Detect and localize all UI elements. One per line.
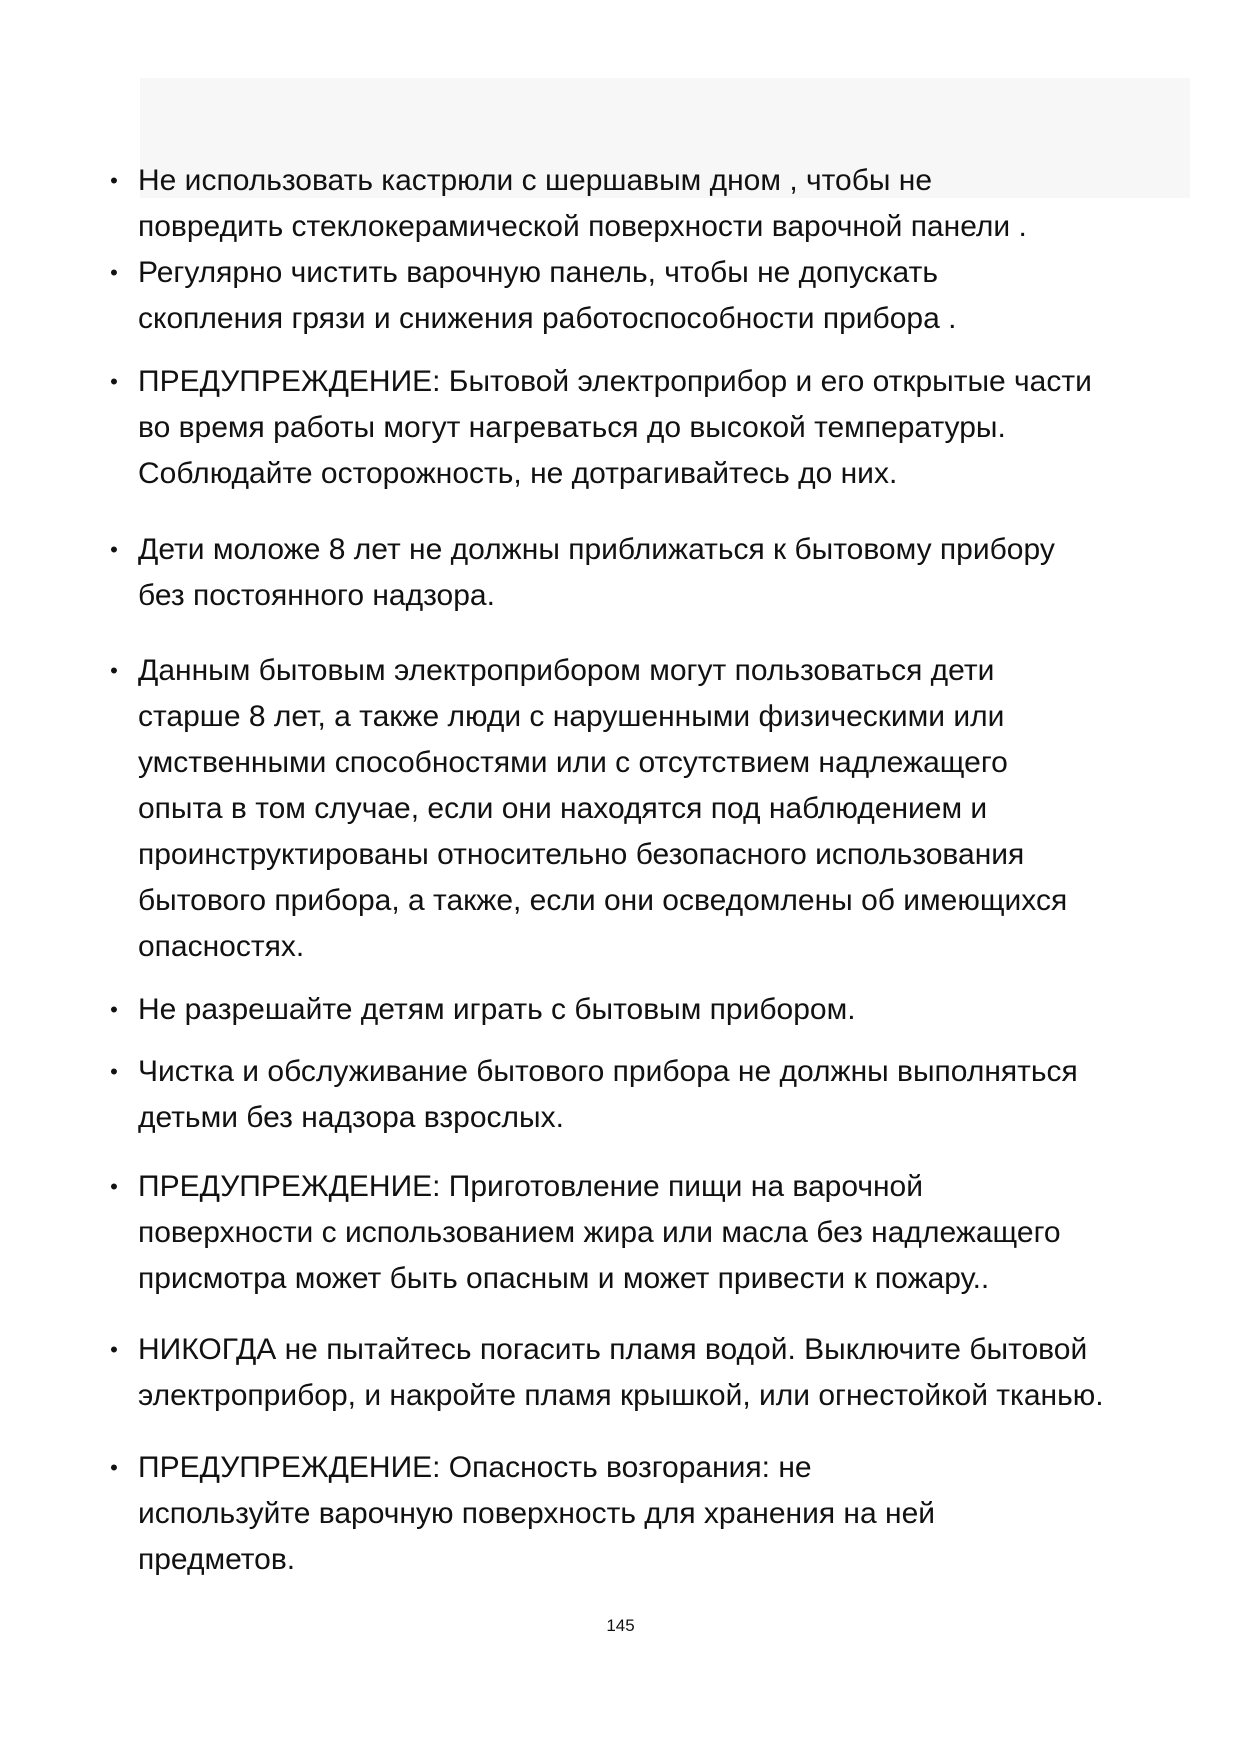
text-line: Регулярно чистить варочную панель, чтобы не допускать [138,256,938,289]
text-line: НИКОГДА не пытайтесь погасить пламя водой. Выключите бытовой [138,1333,1088,1366]
bullet: • [110,658,118,683]
text-line: скопления грязи и снижения работоспособности прибора . [138,302,957,335]
bullet: • [110,1174,118,1199]
text-line: во время работы могут нагреваться до высокой температуры. [138,411,1006,444]
text-line: бытового прибора, а также, если они осведомлены об имеющихся [138,884,1068,917]
bullet: • [110,1059,118,1084]
safety-item-text [138,527,1164,619]
text-line: Данным бытовым электроприбором могут пользоваться дети [138,654,995,687]
text-line: Соблюдайте осторожность, не дотрагивайтесь до них. [138,457,898,490]
text-line: детьми без надзора взрослых. [138,1101,564,1134]
text-line: используйте варочную поверхность для хранения на ней [138,1497,936,1530]
text-line: ПРЕДУПРЕЖДЕНИЕ: Опасность возгорания: не [138,1451,812,1484]
safety-item-text [138,1445,1164,1583]
text-line: повредить стеклокерамической поверхности варочной панели . [138,210,1027,243]
bullet: • [110,537,118,562]
text-line: ПРЕДУПРЕЖДЕНИЕ: Бытовой электроприбор и его открытые части [138,365,1092,398]
text-line: поверхности с использованием жира или масла без надлежащего [138,1216,1061,1249]
text-line: Чистка и обслуживание бытового прибора не должны выполняться [138,1055,1078,1088]
safety-item-text [138,158,1164,250]
bullet: • [110,1455,118,1480]
text-line: старше 8 лет, а также люди с нарушенными физическими или [138,700,1005,733]
text-line: Дети моложе 8 лет не должны приближаться к бытовому прибору [138,533,1055,566]
text-line: Не разрешайте детям играть с бытовым прибором. [138,993,856,1026]
safety-item-text [138,987,1164,1033]
safety-item-text [138,1164,1164,1302]
text-line: предметов. [138,1543,296,1576]
safety-item-text [138,250,1164,342]
text-line: проинструктированы относительно безопасного использования [138,838,1025,871]
bullet: • [110,168,118,193]
text-line: опасностях. [138,930,305,963]
bullet: • [110,369,118,394]
bullet: • [110,1337,118,1362]
text-line: ПРЕДУПРЕЖДЕНИЕ: Приготовление пищи на варочной [138,1170,923,1203]
text-line: Не использовать кастрюли с шершавым дном , чтобы не [138,164,933,197]
page-number: 145 [606,1616,635,1635]
safety-item-text [138,1049,1164,1141]
text-line: умственными способностями или с отсутствием надлежащего [138,746,1008,779]
text-line: электроприбор, и накройте пламя крышкой, или огнестойкой тканью. [138,1379,1104,1412]
safety-item-text [138,359,1164,497]
text-line: без постоянного надзора. [138,579,495,612]
safety-item-text [138,648,1164,970]
bullet: • [110,997,118,1022]
text-line: присмотра может быть опасным и может привести к пожару.. [138,1262,990,1295]
text-line: опыта в том случае, если они находятся под наблюдением и [138,792,988,825]
safety-item-text [138,1327,1164,1419]
bullet: • [110,260,118,285]
